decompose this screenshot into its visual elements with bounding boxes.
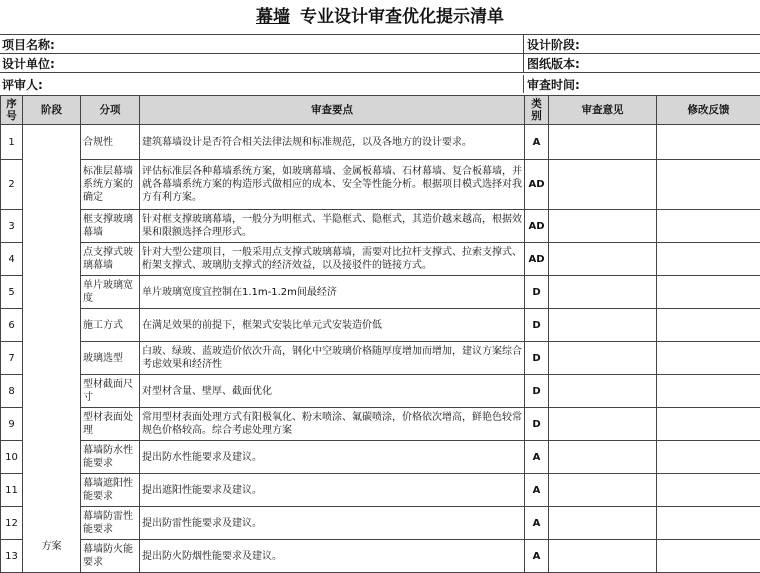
header-no: 序 号 <box>1 96 23 125</box>
design-stage-label: 设计阶段: <box>527 36 580 53</box>
row-category: D <box>525 408 549 441</box>
row-feedback[interactable] <box>657 342 760 375</box>
row-opinion[interactable] <box>549 408 657 441</box>
row-category: AD <box>525 160 549 210</box>
row-item: 标准层幕墙系统方案的确定 <box>81 160 140 210</box>
row-category: D <box>525 309 549 342</box>
row-points: 评估标准层各种幕墙系统方案，如玻璃幕墙、金属板幕墙、石材幕墙、复合板幕墙，并就各幕墙系统方案的构造形式做相应的成本、安全等性能分析。根据项目模式选择对我方有利方案。 <box>140 160 525 210</box>
row-feedback[interactable] <box>657 540 760 573</box>
row-feedback[interactable] <box>657 507 760 540</box>
row-points: 提出遮阳性能要求及建议。 <box>140 474 525 507</box>
title-rest: 专业设计审查优化提示清单 <box>300 7 504 27</box>
design-unit-label: 设计单位: <box>2 55 55 72</box>
row-no: 11 <box>1 474 23 507</box>
reviewer-label: 评审人: <box>2 76 43 93</box>
row-feedback[interactable] <box>657 125 760 160</box>
row-category: A <box>525 125 549 160</box>
divider <box>523 35 524 53</box>
review-table <box>0 95 760 573</box>
drawing-version-label: 图纸版本: <box>527 55 580 72</box>
row-feedback[interactable] <box>657 243 760 276</box>
row-item: 型材表面处理 <box>81 408 140 441</box>
row-no: 9 <box>1 408 23 441</box>
row-opinion[interactable] <box>549 441 657 474</box>
row-item: 框支撑玻璃幕墙 <box>81 210 140 243</box>
header-stage: 阶段 <box>23 96 81 125</box>
row-points: 常用型材表面处理方式有阳极氧化、粉末喷涂、氟碳喷涂，价格依次增高，鲜艳色较常规色价格较高。综合考虑处理方案 <box>140 408 525 441</box>
page-title <box>0 0 760 34</box>
row-no: 3 <box>1 210 23 243</box>
row-feedback[interactable] <box>657 276 760 309</box>
row-category: D <box>525 342 549 375</box>
row-item: 幕墙防水性能要求 <box>81 441 140 474</box>
row-feedback[interactable] <box>657 160 760 210</box>
row-feedback[interactable] <box>657 408 760 441</box>
header-category: 类别 <box>525 96 549 125</box>
row-points: 提出防水性能要求及建议。 <box>140 441 525 474</box>
table-row <box>1 375 760 408</box>
row-no: 8 <box>1 375 23 408</box>
table-row <box>1 210 760 243</box>
row-points: 白玻、绿玻、蓝玻造价依次升高，钢化中空玻璃价格随厚度增加而增加，建议方案综合考虑效果和经济性 <box>140 342 525 375</box>
table-row <box>1 342 760 375</box>
row-category: A <box>525 507 549 540</box>
row-points: 建筑幕墙设计是否符合相关法律法规和标准规范，以及各地方的设计要求。 <box>140 125 525 160</box>
divider <box>523 54 524 72</box>
row-opinion[interactable] <box>549 375 657 408</box>
row-opinion[interactable] <box>549 309 657 342</box>
row-points: 提出防雷性能要求及建议。 <box>140 507 525 540</box>
row-opinion[interactable] <box>549 243 657 276</box>
table-header <box>1 96 760 125</box>
row-points: 针对框支撑玻璃幕墙，一般分为明框式、半隐框式、隐框式，其造价越来越高，根据效果和限额选择合理形式。 <box>140 210 525 243</box>
row-category: AD <box>525 210 549 243</box>
row-feedback[interactable] <box>657 441 760 474</box>
row-no: 10 <box>1 441 23 474</box>
info-row-3 <box>0 75 760 93</box>
project-name-label: 项目名称: <box>2 36 55 53</box>
row-opinion[interactable] <box>549 125 657 160</box>
row-category: D <box>525 375 549 408</box>
header-item: 分项 <box>81 96 140 125</box>
table-row <box>1 474 760 507</box>
row-feedback[interactable] <box>657 474 760 507</box>
row-category: AD <box>525 243 549 276</box>
table-row <box>1 243 760 276</box>
row-opinion[interactable] <box>549 210 657 243</box>
row-no: 5 <box>1 276 23 309</box>
row-no: 2 <box>1 160 23 210</box>
row-item: 合规性 <box>81 125 140 160</box>
row-item: 幕墙防雷性能要求 <box>81 507 140 540</box>
info-row-2 <box>0 54 760 72</box>
table-row <box>1 441 760 474</box>
review-time-label: 审查时间: <box>527 76 580 93</box>
table-row <box>1 125 760 160</box>
divider <box>523 75 524 93</box>
table-row <box>1 276 760 309</box>
table-row <box>1 507 760 540</box>
row-no: 6 <box>1 309 23 342</box>
row-points: 对型材含量、壁厚、截面优化 <box>140 375 525 408</box>
table-row <box>1 309 760 342</box>
row-no: 4 <box>1 243 23 276</box>
row-no: 7 <box>1 342 23 375</box>
row-category: A <box>525 474 549 507</box>
row-item: 施工方式 <box>81 309 140 342</box>
row-item: 幕墙防火能要求 <box>81 540 140 573</box>
row-feedback[interactable] <box>657 309 760 342</box>
stage-cell: 方案 <box>23 125 81 573</box>
info-row-1 <box>0 35 760 53</box>
row-category: A <box>525 441 549 474</box>
table-row <box>1 408 760 441</box>
row-points: 针对大型公建项目，一般采用点支撑式玻璃幕墙，需要对比拉杆支撑式、拉索支撑式、桁架支撑式、玻璃肋支撑式的经济效益，以及接驳件的链接方式。 <box>140 243 525 276</box>
row-feedback[interactable] <box>657 375 760 408</box>
row-item: 幕墙遮阳性能要求 <box>81 474 140 507</box>
row-no: 13 <box>1 540 23 573</box>
title-underlined: 幕墙 <box>256 7 290 27</box>
row-points: 在满足效果的前提下，框架式安装比单元式安装造价低 <box>140 309 525 342</box>
row-opinion[interactable] <box>549 540 657 573</box>
row-opinion[interactable] <box>549 160 657 210</box>
row-opinion[interactable] <box>549 276 657 309</box>
row-opinion[interactable] <box>549 474 657 507</box>
row-no: 12 <box>1 507 23 540</box>
row-item: 玻璃选型 <box>81 342 140 375</box>
row-opinion[interactable] <box>549 507 657 540</box>
table-row <box>1 160 760 210</box>
row-category: D <box>525 276 549 309</box>
row-points: 提出防火防烟性能要求及建议。 <box>140 540 525 573</box>
row-category: A <box>525 540 549 573</box>
row-opinion[interactable] <box>549 342 657 375</box>
row-feedback[interactable] <box>657 210 760 243</box>
header-points: 审查要点 <box>140 96 525 125</box>
header-feedback: 修改反馈 <box>657 96 760 125</box>
divider <box>0 72 760 73</box>
row-points: 单片玻璃宽度宜控制在1.1m-1.2m间最经济 <box>140 276 525 309</box>
row-no: 1 <box>1 125 23 160</box>
row-item: 点支撑式玻璃幕墙 <box>81 243 140 276</box>
table-row <box>1 540 760 573</box>
header-opinion: 审查意见 <box>549 96 657 125</box>
row-item: 型材截面尺寸 <box>81 375 140 408</box>
row-item: 单片玻璃宽度 <box>81 276 140 309</box>
